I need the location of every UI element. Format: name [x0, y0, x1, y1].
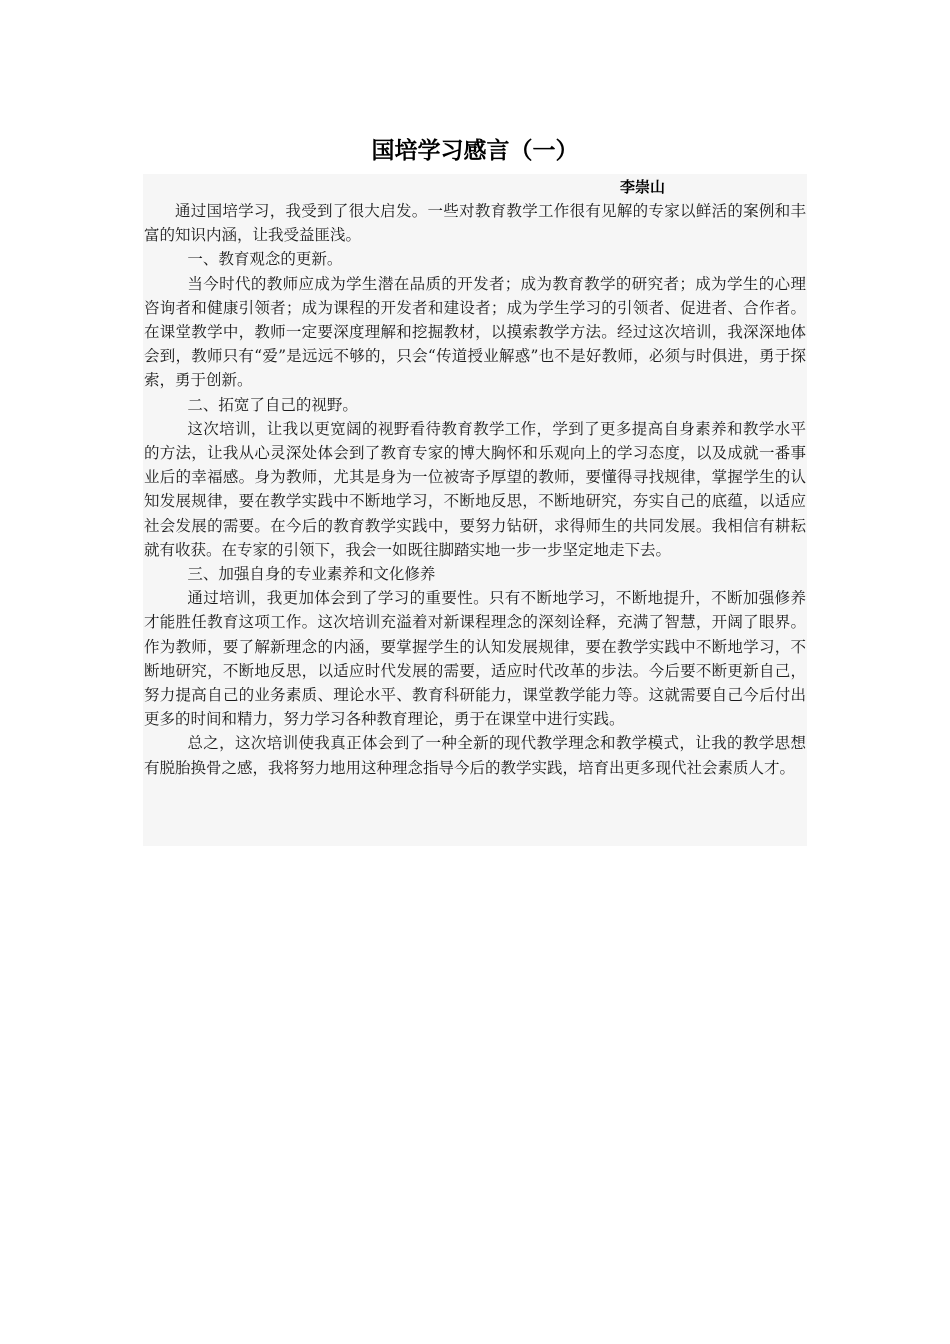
section-heading-3: 三、加强自身的专业素养和文化修养 — [187, 565, 436, 584]
paragraph-section-2: 这次培训，让我以更宽阔的视野看待教育教学工作，学到了更多提高自身素养和教学水平的方法，让我从心灵深处体会到了教育专家的博大胸怀和乐观向上的学习态度，以及成就一番事业后的幸福感。身为教师，尤其是身为一位被寄予厚望的教师，要懂得寻找规律，掌握学生的认知发展规律，要在教学实践中不断地学习，不断地反思，不断地研究，夯实自己的底蕴，以适应社会发展的需要。在今后的教育教学实践中，要努力钻研，求得师生的共同发展。我相信有耕耘就有收获。在专家的引领下，我会一如既往脚踏实地一步一步坚定地走下去。 — [144, 419, 806, 559]
author-name: 李崇山 — [620, 178, 666, 196]
paragraph-section-3: 通过培训，我更加体会到了学习的重要性。只有不断地学习，不断地提升，不断加强修养才能胜任教育这项工作。这次培训充溢着对新课程理念的深刻诠释，充满了智慧，开阔了眼界。作为教师，要了解新理念的内涵，要掌握学生的认知发展规律，要在教学实践中不断地学习，不断地研究，不断地反思，以适应时代发展的需要，适应时代改革的步法。今后要不断更新自己，努力提高自己的业务素质、理论水平、教育科研能力，课堂教学能力等。这就需要自己今后付出更多的时间和精力，努力学习各种教育理论，勇于在课堂中进行实践。 — [144, 589, 806, 729]
paragraph-intro: 通过国培学习，我受到了很大启发。一些对教育教学工作很有见解的专家以鲜活的案例和丰富的知识内涵，让我受益匪浅。 — [144, 202, 806, 245]
paragraph-conclusion: 总之，这次培训使我真正体会到了一种全新的现代教学理念和教学模式，让我的教学思想有脱胎换骨之感，我将努力地用这种理念指导今后的教学实践，培育出更多现代社会素质人才。 — [144, 734, 806, 777]
section-heading-2: 二、拓宽了自己的视野。 — [187, 395, 358, 414]
document-title: 国培学习感言（一） — [371, 138, 579, 164]
paragraph-section-1: 当今时代的教师应成为学生潜在品质的开发者；成为教育教学的研究者；成为学生的心理咨询者和健康引领者；成为课程的开发者和建设者；成为学生学习的引领者、促进者、合作者。在课堂教学中，教师一定要深度理解和挖掘教材，以摸索教学方法。经过这次培训，我深深地体会到，教师只有“爱”是远远不够的，只会“传道授业解惑”也不是好教师，必须与时俱进，勇于探索，勇于创新。 — [144, 274, 806, 390]
document-body — [144, 199, 806, 780]
section-heading-1: 一、教育观念的更新。 — [187, 250, 343, 269]
